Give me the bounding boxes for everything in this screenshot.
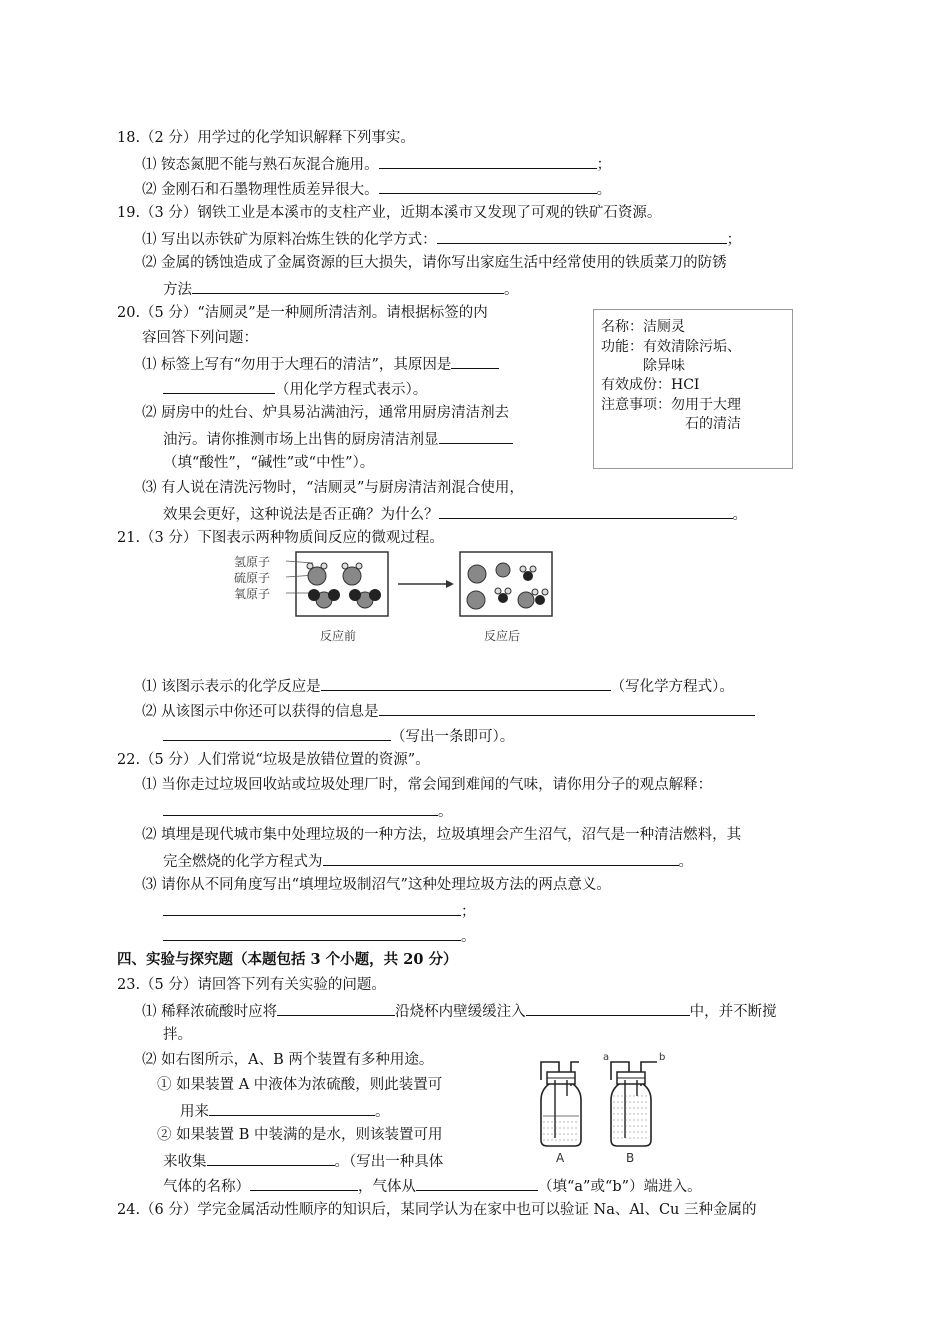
q20-item2c: （填“酸性”，“碱性”或“中性”）。 (163, 455, 375, 471)
answer-blank[interactable] (451, 353, 499, 369)
q21-item1: ⑴ 该图示表示的化学反应是 （写化学方程式）。 (142, 675, 734, 697)
answer-blank[interactable] (323, 850, 679, 866)
answer-blank[interactable] (379, 153, 597, 169)
q19-item1: ⑴ 写出以赤铁矿为原料冶炼生铁的化学方式： ； (142, 228, 741, 250)
q23-item2b: ② 如果装置 B 中装满的是水，则该装置可用 (157, 1127, 443, 1143)
answer-blank[interactable] (250, 1175, 358, 1191)
q19-item2: ⑵ 金属的锈蚀造成了金属资源的巨大损失，请你写出家庭生活中经常使用的铁质菜刀的防锈 (142, 255, 727, 271)
answer-blank[interactable] (163, 900, 461, 916)
q20-item2: ⑵ 厨房中的灶台、炉具易沾满油污，通常用厨房清洁剂去 (142, 405, 510, 421)
q23-item1: ⑴ 稀释浓硫酸时应将 沿烧杯内壁缓缓注入 中，并不断搅 (142, 1000, 777, 1022)
answer-blank[interactable] (192, 278, 504, 294)
answer-blank[interactable] (163, 800, 438, 816)
q22-item1: ⑴ 当你走过垃圾回收站或垃圾处理厂时，常会闻到难闻的气味，请你用分子的观点解释： (142, 777, 713, 793)
answer-blank[interactable] (163, 925, 461, 941)
answer-blank[interactable] (163, 378, 275, 394)
q21-item2b: （写出一条即可）。 (163, 725, 514, 747)
q23-item2a: ① 如果装置 A 中液体为浓硫酸，则此装置可 (157, 1077, 443, 1093)
q22-head: 22.（5 分）人们常说“垃圾是放错位置的资源”。 (117, 752, 430, 768)
q22-item3a: ； (163, 900, 476, 922)
q22-item2: ⑵ 填埋是现代城市集中处理垃圾的一种方法，垃圾填埋会产生沼气，沼气是一种清洁燃料，其 (142, 827, 742, 843)
q21-item2: ⑵ 从该图示中你还可以获得的信息是 (142, 700, 755, 722)
q23-item1b: 拌。 (163, 1027, 192, 1043)
caption-before: 反应前 (320, 629, 357, 643)
answer-blank[interactable] (526, 1000, 690, 1016)
q22-item1b: 。 (163, 800, 453, 822)
caption-after: 反应后 (484, 629, 521, 643)
q18-head: 18.（2 分）用学过的化学知识解释下列事实。 (117, 130, 415, 146)
q18-item2: ⑵ 金刚石和石墨物理性质差异很大。 。 (142, 178, 611, 200)
legend-oxygen: 氧原子 (234, 587, 271, 601)
legend-hydrogen: 氢原子 (234, 555, 271, 569)
answer-blank[interactable] (439, 503, 733, 519)
answer-blank[interactable] (439, 428, 513, 444)
answer-blank[interactable] (379, 700, 755, 716)
q20-item2b: 油污。请你推测市场上出售的厨房清洁剂显 (163, 428, 513, 450)
answer-blank[interactable] (207, 1150, 335, 1166)
q20-head2: 容回答下列问题： (142, 330, 258, 346)
q23-item2: ⑵ 如右图所示，A、B 两个装置有多种用途。 (142, 1052, 434, 1068)
q20-item1b: （用化学方程式表示）。 (163, 378, 427, 400)
bottle-a-label: A (556, 1151, 565, 1165)
q22-item3: ⑶ 请你从不同角度写出“填埋垃圾制沼气”这种处理垃圾方法的两点意义。 (142, 877, 611, 893)
answer-blank[interactable] (437, 228, 727, 244)
q18-item1: ⑴ 铵态氮肥不能与熟石灰混合施用。 ； (142, 153, 611, 175)
bottle-b-label: B (626, 1151, 635, 1165)
q20-item3b: 效果会更好，这种说法是否正确？为什么？ 。 (163, 503, 747, 525)
q23-head: 23.（5 分）请回答下列有关实验的问题。 (117, 977, 386, 993)
q21-head: 21.（3 分）下图表示两种物质间反应的微观过程。 (117, 530, 444, 546)
answer-blank[interactable] (209, 1100, 375, 1116)
q22-item3b: 。 (163, 925, 476, 947)
bottle-diagram (525, 1050, 685, 1170)
q20-item1: ⑴ 标签上写有“勿用于大理石的清洁”，其原因是 (142, 353, 499, 375)
legend-sulfur: 硫原子 (234, 571, 271, 585)
q19-item2b: 方法 。 (163, 278, 519, 300)
q24-head: 24.（6 分）学完金属活动性顺序的知识后，某同学认为在家中也可以验证 Na、Al、Cu 三种金属的 (117, 1202, 757, 1218)
answer-blank[interactable] (416, 1175, 538, 1191)
reaction-diagram (220, 548, 560, 648)
answer-blank[interactable] (379, 178, 597, 194)
port-a-label: a (603, 1052, 610, 1063)
bottle-diagram-svg (525, 1050, 685, 1170)
q19-head: 19.（3 分）钢铁工业是本溪市的支柱产业，近期本溪市又发现了可观的铁矿石资源。 (117, 205, 662, 221)
q23-item2b2: 来收集 。（写出一种具体 (163, 1150, 443, 1172)
q20-item3: ⑶ 有人说在清洗污物时，“洁厕灵”与厨房清洁剂混合使用， (142, 480, 524, 496)
q23-item2b3: 气体的名称） ，气体从 （填“a”或“b”）端进入。 (163, 1175, 702, 1197)
product-label: 名称：洁厕灵 功能：有效清除污垢、 除异味 有效成份：HCI 注意事项：勿用于大理 石的清洁 (593, 309, 793, 469)
q22-item2b: 完全燃烧的化学方程式为 。 (163, 850, 693, 872)
answer-blank[interactable] (277, 1000, 395, 1016)
port-b-label: b (659, 1052, 666, 1063)
section-heading: 四、实验与探究题（本题包括 3 个小题，共 20 分） (117, 951, 458, 968)
answer-blank[interactable] (321, 675, 611, 691)
answer-blank[interactable] (163, 725, 391, 741)
q20-head: 20.（5 分）“洁厕灵”是一种厕所清洁剂。请根据标签的内 (117, 305, 488, 321)
q23-item2a2: 用来 。 (180, 1100, 390, 1122)
